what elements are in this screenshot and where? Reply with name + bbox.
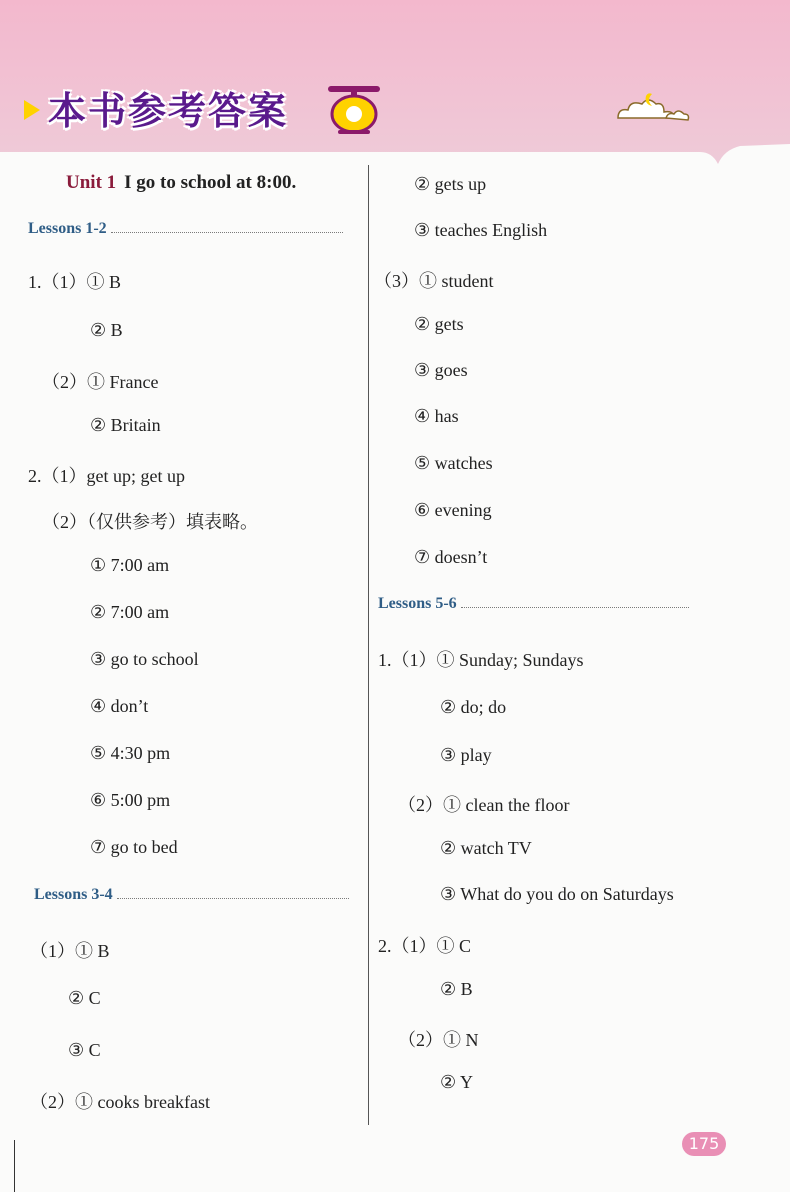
answer-line: ⑤ 4:30 pm <box>90 743 171 763</box>
answer-line: （3）① student <box>374 271 494 291</box>
answer-line: ⑦ go to bed <box>90 837 178 857</box>
dotted-rule <box>117 898 349 899</box>
answer-line: ⑥ 5:00 pm <box>90 790 171 810</box>
lessons-heading-text: Lessons 3-4 <box>34 886 113 903</box>
answer-line: ③ What do you do on Saturdays <box>440 884 674 904</box>
answer-line: ③ go to school <box>90 649 199 669</box>
dotted-rule <box>461 607 689 608</box>
unit-label: Unit 1 <box>66 172 117 193</box>
answer-line: ② B <box>440 979 473 999</box>
answer-line: ② 7:00 am <box>90 602 170 622</box>
answer-line: （2）（仅供参考）填表略。 <box>42 512 258 532</box>
answer-line: ② watch TV <box>440 838 532 858</box>
answer-line: （2）① France <box>42 372 159 392</box>
unit-heading: I go to school at 8:00. <box>124 172 297 193</box>
lessons-heading-text: Lessons 5-6 <box>378 595 457 612</box>
answer-line: 2.（1）get up; get up <box>28 466 185 486</box>
answer-line: ② gets up <box>414 174 487 194</box>
answer-line: ③ teaches English <box>414 220 548 240</box>
answer-line: （2）① clean the floor <box>398 795 570 815</box>
unit-title <box>66 172 296 194</box>
cloud-moon-icon <box>612 88 692 128</box>
answer-line: ③ play <box>440 745 492 765</box>
answer-line: ③ C <box>68 1040 101 1060</box>
answer-line: ④ has <box>414 406 459 426</box>
answer-line: ② do; do <box>440 697 507 717</box>
answer-line: （2）① cooks breakfast <box>30 1092 210 1112</box>
answer-line: ⑤ watches <box>414 453 493 473</box>
answer-line: ④ don’t <box>90 696 149 716</box>
page-edge-line <box>14 1140 15 1192</box>
answer-line: 2.（1）① C <box>378 936 472 956</box>
answer-line: ③ goes <box>414 360 468 380</box>
answer-line: ② Britain <box>90 415 161 435</box>
answer-line: ① 7:00 am <box>90 555 170 575</box>
lessons-heading-text: Lessons 1-2 <box>28 220 107 237</box>
answer-line: 1.（1）① B <box>28 272 122 292</box>
arrow-icon <box>24 100 40 120</box>
dotted-rule <box>111 232 343 233</box>
answer-line: ② Y <box>440 1072 473 1092</box>
answer-line: ⑥ evening <box>414 500 492 520</box>
answer-line: （2）① N <box>398 1030 479 1050</box>
answer-line: 1.（1）① Sunday; Sundays <box>378 650 584 670</box>
column-divider <box>368 165 369 1125</box>
answer-line: ② C <box>68 988 101 1008</box>
answer-line: ② B <box>90 320 123 340</box>
helicopter-icon <box>322 78 386 138</box>
lessons-3-4-heading <box>34 886 349 904</box>
answer-line: （1）① B <box>30 941 110 961</box>
answer-line: ② gets <box>414 314 464 334</box>
page-number-badge: 175 <box>682 1132 726 1156</box>
page-title: 本书参考答案 <box>48 89 289 133</box>
answer-line: ⑦ doesn’t <box>414 547 488 567</box>
lessons-5-6-heading <box>378 595 689 613</box>
lessons-1-2-heading <box>28 220 343 238</box>
